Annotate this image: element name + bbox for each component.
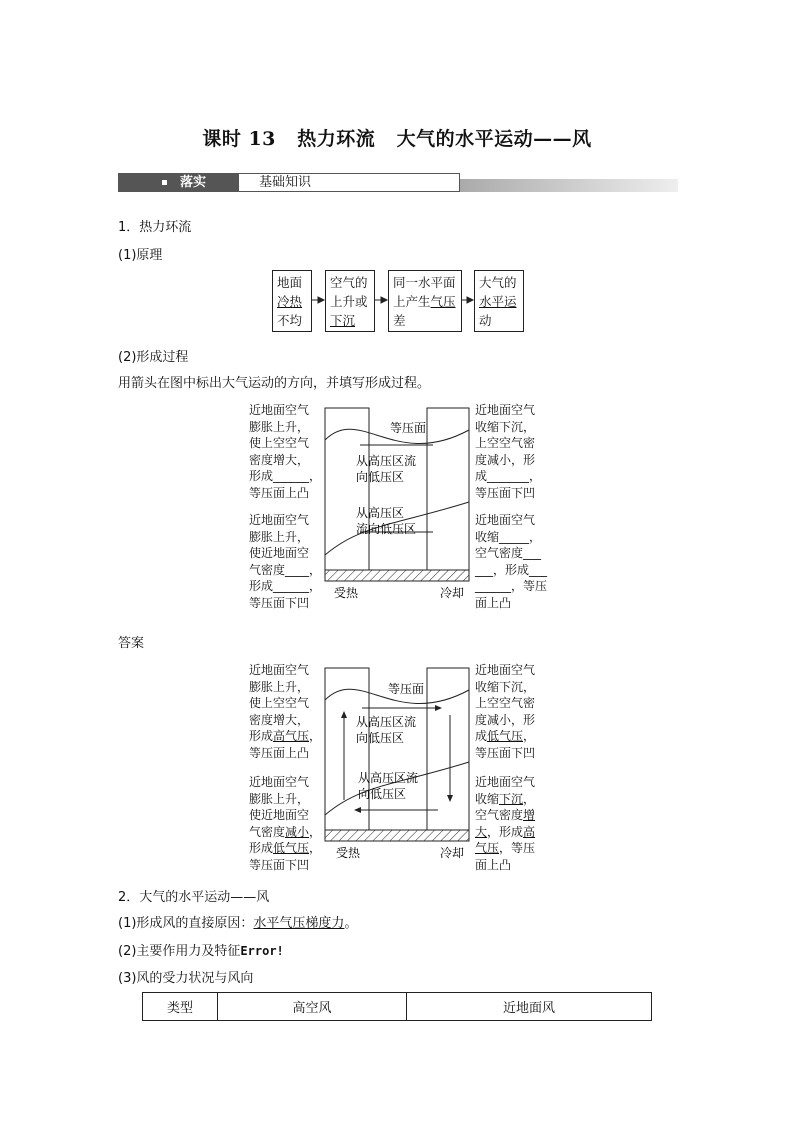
cooled-label: 冷却 <box>440 586 465 600</box>
answer-label: 答案 <box>118 636 145 651</box>
section-2-heading: 2．大气的水平运动——风 <box>118 890 270 905</box>
answer-lower-flow-label-2: 向低压区 <box>358 787 407 801</box>
section-1-sub-1: (1)原理 <box>118 248 163 263</box>
instruction-text: 用箭头在图中标出大气运动的方向，并填写形成过程。 <box>118 376 431 391</box>
section-2-item-3: (3)风的受力状况与风向 <box>118 971 254 986</box>
upper-flow-label-2: 向低压区 <box>356 470 405 484</box>
banner-label: 基础知识 <box>238 173 460 192</box>
table-header-row <box>143 993 652 1021</box>
heated-label: 受热 <box>334 586 359 600</box>
answer-right-upper: 近地面空气 收缩下沉， 上空空气密 度减小，形 成低气压， 等压面下凹 <box>475 663 536 760</box>
answer-upper-flow-label-1: 从高压区流 <box>356 715 417 729</box>
question-left-lower: 近地面空气 膨胀上升， 使近地面空 气密度____， 形成______， 等压面下凹 <box>249 513 322 610</box>
section-2-item-1: (1)形成风的直接原因：水平气压梯度力。 <box>118 916 358 931</box>
section-1-heading: 1．热力环流 <box>118 220 192 235</box>
wind-force-table <box>142 992 652 1021</box>
flow-box-2: 空气的 上升或 下沉 <box>325 270 375 332</box>
table-header-upper-wind: 高空风 <box>218 993 407 1021</box>
answer-heated-label: 受热 <box>336 846 361 860</box>
answer-cooled-label: 冷却 <box>440 846 465 860</box>
answer-isobar-label: 等压面 <box>388 682 425 696</box>
answer-left-upper: 近地面空气 膨胀上升， 使上空空气 密度增大， 形成高气压， 等压面上凸 <box>249 663 322 760</box>
lower-flow-label-2: 流向低压区 <box>356 522 417 536</box>
section-1-sub-2: (2)形成过程 <box>118 350 189 365</box>
answer-pressure-gradient-force: 水平气压梯度力 <box>253 916 345 931</box>
answer-right-lower: 近地面空气 收缩下沉， 空气密度增 大，形成高 气压，等压 面上凸 <box>475 775 536 872</box>
flow-box-3: 同一水平面 上产生气压 差 <box>388 270 462 332</box>
isobar-label: 等压面 <box>390 421 427 435</box>
section-2-item-2: (2)主要作用力及特征Error! <box>118 944 284 959</box>
answer-lower-flow-label-1: 从高压区流 <box>358 771 419 785</box>
upper-flow-label-1: 从高压区流 <box>356 454 417 468</box>
lower-flow-label-1: 从高压区 <box>356 506 405 520</box>
question-right-lower: 近地面空气 收缩_____， 空气密度___ ___，形成___ ______，等压 面上凸 <box>475 513 548 610</box>
flow-box-1: 地面 冷热 不均 <box>272 270 312 332</box>
answer-upper-flow-label-2: 向低压区 <box>356 731 405 745</box>
table-header-type: 类型 <box>143 993 218 1021</box>
banner-tag: 落实 <box>118 173 238 192</box>
title-topic-1: 热力环流 <box>297 128 376 150</box>
question-right-upper: 近地面空气 收缩下沉， 上空空气密 度减小，形 成_______， 等压面下凹 <box>475 403 542 500</box>
lesson-number: 课时 13 <box>202 128 276 150</box>
answer-left-lower: 近地面空气 膨胀上升， 使近地面空 气密度减小， 形成低气压， 等压面下凹 <box>249 775 322 872</box>
title-topic-2: 大气的水平运动——风 <box>396 128 592 150</box>
table-header-surface-wind: 近地面风 <box>407 993 652 1021</box>
error-text: Error! <box>240 944 284 958</box>
flow-box-4: 大气的 水平运 动 <box>474 270 524 332</box>
question-left-upper: 近地面空气 膨胀上升， 使上空空气 密度增大， 形成______， 等压面上凸 <box>249 403 322 500</box>
